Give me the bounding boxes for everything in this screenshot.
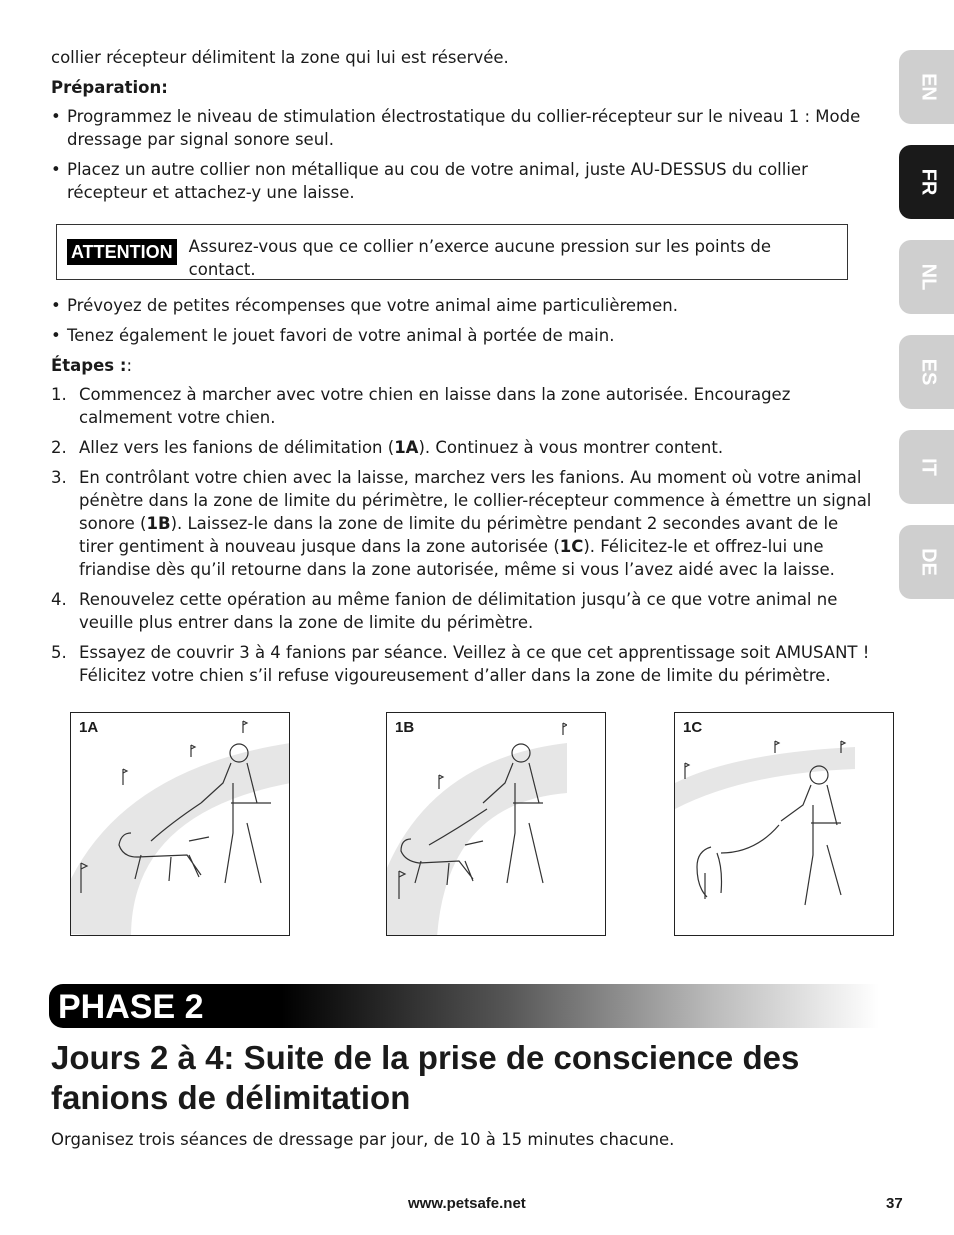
step-item xyxy=(51,641,876,687)
lang-tab-nl[interactable] xyxy=(899,240,954,314)
lang-tab-de[interactable] xyxy=(899,525,954,599)
lang-tab-label: ES xyxy=(917,358,940,386)
lang-tab-it[interactable] xyxy=(899,430,954,504)
lang-tab-es[interactable] xyxy=(899,335,954,409)
step-item xyxy=(51,466,876,581)
section-subtitle: Organisez trois séances de dressage par jour, de 10 à 15 minutes chacune. xyxy=(51,1130,675,1149)
steps-heading-text: Étapes : xyxy=(51,356,127,375)
step-item xyxy=(51,436,876,459)
step-text-segment: Commencez à marcher avec votre chien en laisse dans la zone autorisée. Encouragez calmement votre chien. xyxy=(79,385,791,427)
step-number: 1. xyxy=(51,385,67,404)
step-text xyxy=(79,588,876,634)
bullet-mark: • xyxy=(51,296,61,315)
lang-tab-label: NL xyxy=(917,263,940,291)
footer-url[interactable]: www.petsafe.net xyxy=(408,1195,526,1212)
steps-list xyxy=(51,383,876,687)
step-text xyxy=(79,466,876,581)
step-text-segment: ). Laissez-le dans la zone de limite du périmètre pendant 2 secondes avant de le tirer gentiment à nouveau jusque dans la zone autorisée ( xyxy=(79,514,839,556)
list-item xyxy=(51,294,876,317)
lang-tab-label: IT xyxy=(917,458,940,476)
bullet-mark: • xyxy=(51,160,61,179)
bullet-text: Prévoyez de petites récompenses que votre animal aime particulièremen. xyxy=(67,296,678,315)
lang-tab-label: FR xyxy=(917,168,940,196)
step-text-segment: Renouvelez cette opération au même fanion de délimitation jusqu’à ce que votre animal ne veuille plus entrer dans la zone de limite du périmètre. xyxy=(79,590,838,632)
attention-label: ATTENTION xyxy=(67,239,177,265)
section-title: Jours 2 à 4: Suite de la prise de conscience des fanions de délimitation xyxy=(51,1039,800,1116)
attention-box xyxy=(56,224,848,280)
figure-label: 1A xyxy=(79,719,99,736)
step-text xyxy=(79,641,876,687)
figure-reference: 1C xyxy=(559,537,584,556)
step-number: 2. xyxy=(51,438,67,457)
intro-line: collier récepteur délimitent la zone qui lui est réservée. xyxy=(51,48,509,67)
figure-reference: 1B xyxy=(146,514,171,533)
figure-1a xyxy=(70,712,290,936)
step-item xyxy=(51,588,876,634)
phase-bar xyxy=(49,984,879,1028)
attention-text: Assurez-vous que ce collier n’exerce aucune pression sur les points de contact. xyxy=(188,237,772,279)
bullet-mark: • xyxy=(51,107,61,126)
main-content xyxy=(51,46,876,694)
list-item xyxy=(51,324,876,347)
phase-label: PHASE 2 xyxy=(58,988,204,1026)
step-text-segment: Essayez de couvrir 3 à 4 fanions par séance. Veillez à ce que cet apprentissage soit AMUSANT ! Félicitez votre chien s’il refuse vigoureusement d’aller dans la zone de limite du périmètre. xyxy=(79,643,870,685)
steps-heading xyxy=(51,354,876,377)
figure-illustration xyxy=(675,713,855,936)
lang-tab-en[interactable] xyxy=(899,50,954,124)
lang-tab-fr[interactable] xyxy=(899,145,954,219)
figure-illustration xyxy=(71,713,290,936)
step-text-segment: Allez vers les fanions de délimitation ( xyxy=(79,438,395,457)
step-text xyxy=(79,383,876,429)
lang-tab-label: EN xyxy=(917,73,940,101)
figure-illustration xyxy=(387,713,567,936)
bullet-text: Programmez le niveau de stimulation électrostatique du collier-récepteur sur le niveau 1 : Mode dressage par signal sonore seul. xyxy=(67,107,861,149)
preparation-heading: Préparation: xyxy=(51,78,168,97)
lang-tab-label: DE xyxy=(917,548,940,576)
figure-label: 1C xyxy=(683,719,703,736)
figure-1c xyxy=(674,712,894,936)
step-item xyxy=(51,383,876,429)
figure-reference: 1A xyxy=(394,438,419,457)
step-number: 5. xyxy=(51,643,67,662)
bullet-mark: • xyxy=(51,326,61,345)
step-text xyxy=(79,436,876,459)
list-item xyxy=(51,105,876,151)
page-number: 37 xyxy=(886,1195,903,1212)
step-text-segment: ). Continuez à vous montrer content. xyxy=(418,438,724,457)
step-number: 4. xyxy=(51,590,67,609)
figure-label: 1B xyxy=(395,719,415,736)
bullet-text: Tenez également le jouet favori de votre animal à portée de main. xyxy=(67,326,615,345)
step-number: 3. xyxy=(51,468,67,487)
bullet-text: Placez un autre collier non métallique au cou de votre animal, juste AU-DESSUS du collier récepteur et attachez-y une laisse. xyxy=(67,160,808,202)
steps-heading-suffix: : xyxy=(126,356,133,375)
figures-row xyxy=(0,712,954,938)
step-text-segment: ). Félicitez-le et offrez-lui une friandise dès qu’il retourne dans la zone autorisée, même si vous l’avez aidé avec la laisse. xyxy=(79,537,835,579)
step-text-segment: En contrôlant votre chien avec la laisse, marchez vers les fanions. Au moment où votre animal pénètre dans la zone de limite du périmètre, le collier-récepteur commence à émettre un signal sonore ( xyxy=(79,468,872,533)
figure-1b xyxy=(386,712,606,936)
list-item xyxy=(51,158,876,204)
